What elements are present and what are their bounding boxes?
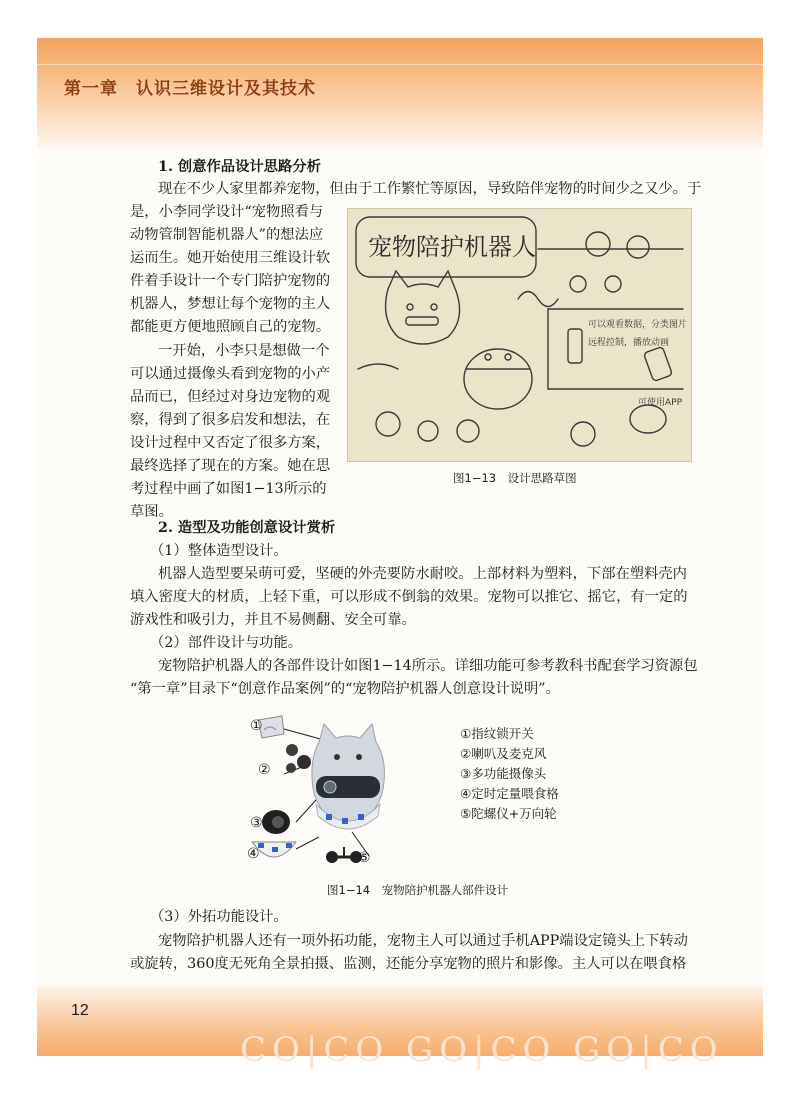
- body-line: 可以通过摄像头看到宠物的小产: [130, 366, 331, 382]
- marker-2: ②: [258, 762, 271, 778]
- legend-item: ②喇叭及麦克风: [460, 746, 547, 761]
- legend-item: ③多功能摄像头: [460, 766, 547, 781]
- body-line: 草图。: [130, 504, 173, 520]
- marker-3: ③: [250, 815, 263, 831]
- legend-item: ①指纹锁开关: [460, 726, 534, 741]
- body-line: 机器人，梦想让每个宠物的主人: [130, 296, 331, 312]
- robot-parts-image: [244, 712, 444, 882]
- sketch-note: 可以观看数据，分类图片: [588, 320, 688, 330]
- legend-item: ⑤陀螺仪+万向轮: [460, 806, 557, 821]
- page-number: 12: [71, 1002, 89, 1019]
- figure-13-caption: 图1−13 设计思路草图: [453, 471, 577, 485]
- body-line: 宠物陪护机器人的各部件设计如图1−14所示。详细功能可参考教科书配套学习资源包: [158, 658, 698, 674]
- footer-decoration: CO|CO GO|CO GO|CO: [240, 1030, 724, 1070]
- body-line: 考过程中画了如图1−13所示的: [130, 481, 327, 497]
- body-line: 察，得到了很多启发和想法，在: [130, 412, 331, 428]
- body-line: 现在不少人家里都养宠物，但由于工作繁忙等原因，导致陪伴宠物的时间少之又少。于: [158, 181, 702, 197]
- body-line: 设计过程中又否定了很多方案，: [130, 435, 331, 451]
- body-line: 件着手设计一个专门陪护宠物的: [130, 273, 331, 289]
- body-line: 动物管制智能机器人”的想法应: [130, 227, 324, 243]
- body-line: 都能更方便地照顾自己的宠物。: [130, 319, 331, 335]
- subheading: （1）整体造型设计。: [150, 543, 288, 559]
- body-line: 宠物陪护机器人还有一项外拓功能，宠物主人可以通过手机APP端设定镜头上下转动: [158, 933, 688, 949]
- body-line: “第一章”目录下“创意作品案例”的“宠物陪护机器人创意设计说明”。: [130, 681, 560, 697]
- body-line: 运而生。她开始使用三维设计软: [130, 250, 331, 266]
- sketch-note: 可使用APP: [638, 398, 683, 408]
- body-line: 或旋转，360度无死角全景拍摄、监测，还能分享宠物的照片和影像。主人可以在喂食格: [130, 956, 687, 972]
- section1-heading: 1. 创意作品设计思路分析: [158, 159, 321, 175]
- body-line: 最终选择了现在的方案。她在思: [130, 458, 331, 474]
- marker-1: ①: [250, 718, 263, 734]
- body-line: 机器人造型要呆萌可爱，坚硬的外壳要防水耐咬。上部材料为塑料，下部在塑料壳内: [158, 566, 687, 582]
- sketch-note: 远程控制，播放动画: [588, 338, 670, 348]
- figure-14-caption: 图1−14 宠物陪护机器人部件设计: [327, 883, 509, 897]
- body-line: 一开始，小李只是想做一个: [158, 343, 330, 359]
- header-rule: [37, 64, 763, 65]
- body-line: 游戏性和吸引力，并且不易侧翻、安全可靠。: [130, 612, 416, 628]
- body-line: 是，小李同学设计“宠物照看与: [130, 204, 324, 220]
- body-line: 填入密度大的材质，上轻下重，可以形成不倒翁的效果。宠物可以推它、摇它，有一定的: [130, 589, 688, 605]
- marker-4: ④: [247, 846, 260, 862]
- body-line: 品而已，但经过对身边宠物的观: [130, 389, 331, 405]
- section2-heading: 2. 造型及功能创意设计赏析: [158, 520, 336, 536]
- legend-item: ④定时定量喂食格: [460, 786, 559, 801]
- sketch-title: 宠物陪护机器人: [368, 233, 536, 261]
- chapter-title: 第一章 认识三维设计及其技术: [64, 79, 316, 99]
- design-sketch-image: [347, 208, 692, 462]
- marker-5: ⑤: [358, 850, 371, 866]
- subheading: （2）部件设计与功能。: [150, 635, 303, 651]
- subheading: （3）外拓功能设计。: [150, 909, 288, 925]
